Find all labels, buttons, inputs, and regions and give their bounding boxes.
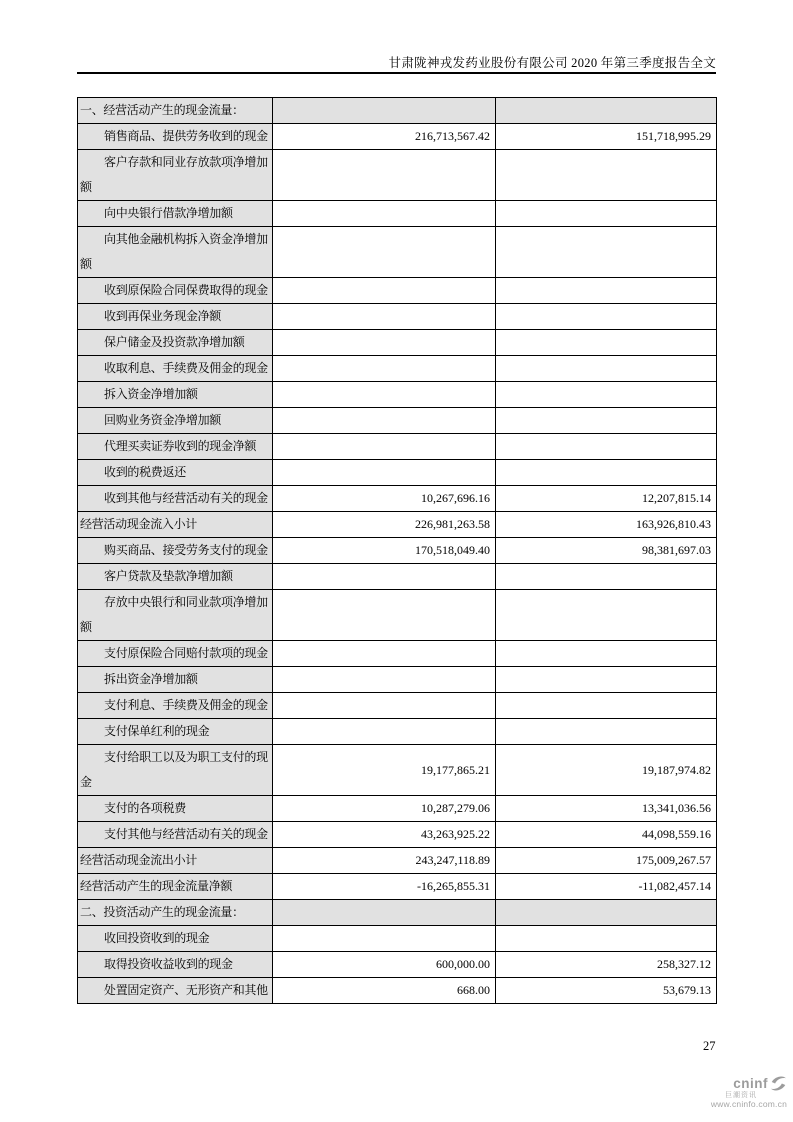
table-row [78,641,717,667]
row-label: 支付利息、手续费及佣金的现金 [78,693,273,719]
row-value-col1 [273,227,496,278]
row-value-col1: 43,263,925.22 [273,822,496,848]
row-value-col1 [273,719,496,745]
row-value-col1: 10,287,279.06 [273,796,496,822]
row-label: 支付原保险合同赔付款项的现金 [78,641,273,667]
table-row [78,382,717,408]
row-value-col2: 44,098,559.16 [496,822,717,848]
row-value-col2: 53,679.13 [496,978,717,1004]
table-row [78,227,717,278]
table-row [78,98,717,124]
row-value-col1 [273,590,496,641]
row-label: 向中央银行借款净增加额 [78,201,273,227]
row-value-col1 [273,98,496,124]
row-label: 代理买卖证券收到的现金净额 [78,434,273,460]
row-value-col1 [273,201,496,227]
table-row [78,434,717,460]
row-label: 处置固定资产、无形资产和其他 [78,978,273,1004]
logo-url: www.cninfo.com.cn [710,1099,787,1109]
row-label: 二、投资活动产生的现金流量： [78,900,273,926]
row-label: 销售商品、提供劳务收到的现金 [78,124,273,150]
row-label: 收到再保业务现金净额 [78,304,273,330]
table-row [78,874,717,900]
row-label: 取得投资收益收到的现金 [78,952,273,978]
table-row [78,900,717,926]
swirl-icon [770,1076,787,1091]
row-value-col1 [273,356,496,382]
row-value-col2 [496,667,717,693]
row-value-col2 [496,900,717,926]
row-value-col1 [273,434,496,460]
row-value-col2 [496,434,717,460]
row-label: 收回投资收到的现金 [78,926,273,952]
table-row [78,356,717,382]
row-label: 支付保单红利的现金 [78,719,273,745]
row-value-col1 [273,641,496,667]
table-row [78,952,717,978]
table-row [78,460,717,486]
row-value-col2 [496,150,717,201]
table-row [78,538,717,564]
row-value-col2 [496,227,717,278]
row-label: 支付其他与经营活动有关的现金 [78,822,273,848]
row-label: 向其他金融机构拆入资金净增加额 [78,227,273,278]
row-label: 收到的税费返还 [78,460,273,486]
table-row [78,278,717,304]
table-row [78,486,717,512]
row-label: 支付给职工以及为职工支付的现金 [78,745,273,796]
row-value-col1 [273,564,496,590]
table-row [78,330,717,356]
table-row [78,796,717,822]
row-value-col2: 98,381,697.03 [496,538,717,564]
row-label: 一、经营活动产生的现金流量： [78,98,273,124]
table-row [78,719,717,745]
table-row [78,590,717,641]
table-row [78,745,717,796]
row-label: 收到原保险合同保费取得的现金 [78,278,273,304]
row-value-col1: 216,713,567.42 [273,124,496,150]
row-label: 经营活动现金流出小计 [78,848,273,874]
table-row [78,978,717,1004]
row-value-col2 [496,382,717,408]
table-row [78,512,717,538]
table-row [78,304,717,330]
table-row [78,822,717,848]
row-value-col1: 600,000.00 [273,952,496,978]
row-label: 收到其他与经营活动有关的现金 [78,486,273,512]
row-label: 拆入资金净增加额 [78,382,273,408]
row-value-col1 [273,278,496,304]
row-label: 经营活动产生的现金流量净额 [78,874,273,900]
row-value-col1: 170,518,049.40 [273,538,496,564]
row-value-col2 [496,590,717,641]
row-value-col2 [496,460,717,486]
table-row [78,124,717,150]
cash-flow-table [77,97,717,1004]
row-value-col2 [496,564,717,590]
row-value-col2: 19,187,974.82 [496,745,717,796]
row-value-col1: -16,265,855.31 [273,874,496,900]
row-value-col2: -11,082,457.14 [496,874,717,900]
document-header-title: 甘肃陇神戎发药业股份有限公司 2020 年第三季度报告全文 [388,56,716,70]
row-value-col1 [273,926,496,952]
row-value-col2 [496,641,717,667]
row-value-col2 [496,408,717,434]
row-label: 购买商品、接受劳务支付的现金 [78,538,273,564]
row-label: 回购业务资金净增加额 [78,408,273,434]
table-row [78,564,717,590]
row-value-col1: 243,247,118.89 [273,848,496,874]
row-value-col1 [273,382,496,408]
row-value-col2 [496,278,717,304]
row-value-col2: 151,718,995.29 [496,124,717,150]
logo-brand-row [697,1076,787,1091]
table-row [78,926,717,952]
logo-chinese-name: 巨潮资讯 [725,1092,757,1099]
row-value-col1 [273,150,496,201]
row-value-col1: 226,981,263.58 [273,512,496,538]
row-value-col2: 163,926,810.43 [496,512,717,538]
row-value-col2: 258,327.12 [496,952,717,978]
cninfo-logo [697,1076,787,1109]
row-value-col1 [273,460,496,486]
table-row [78,408,717,434]
row-value-col1 [273,900,496,926]
row-label: 保户储金及投资款净增加额 [78,330,273,356]
row-value-col2 [496,98,717,124]
row-value-col2: 12,207,815.14 [496,486,717,512]
row-value-col2 [496,693,717,719]
row-label: 客户贷款及垫款净增加额 [78,564,273,590]
row-value-col2 [496,719,717,745]
row-label: 支付的各项税费 [78,796,273,822]
row-value-col1: 10,267,696.16 [273,486,496,512]
row-label: 存放中央银行和同业款项净增加额 [78,590,273,641]
row-value-col2 [496,304,717,330]
table-row [78,693,717,719]
row-label: 客户存款和同业存放款项净增加额 [78,150,273,201]
row-value-col1 [273,304,496,330]
row-value-col1: 19,177,865.21 [273,745,496,796]
cash-flow-table-body [78,98,717,1004]
row-value-col2 [496,330,717,356]
row-value-col2: 13,341,036.56 [496,796,717,822]
row-value-col1: 668.00 [273,978,496,1004]
row-value-col1 [273,330,496,356]
row-value-col2 [496,201,717,227]
table-row [78,848,717,874]
row-value-col1 [273,667,496,693]
row-label: 经营活动现金流入小计 [78,512,273,538]
row-label: 收取利息、手续费及佣金的现金 [78,356,273,382]
table-row [78,201,717,227]
row-value-col2 [496,926,717,952]
row-label: 拆出资金净增加额 [78,667,273,693]
table-row [78,667,717,693]
row-value-col1 [273,408,496,434]
row-value-col1 [273,693,496,719]
header-divider-line [77,72,716,74]
logo-brand-text: cninf [733,1075,768,1091]
table-row [78,150,717,201]
row-value-col2 [496,356,717,382]
page-number: 27 [703,1039,716,1053]
row-value-col2: 175,009,267.57 [496,848,717,874]
